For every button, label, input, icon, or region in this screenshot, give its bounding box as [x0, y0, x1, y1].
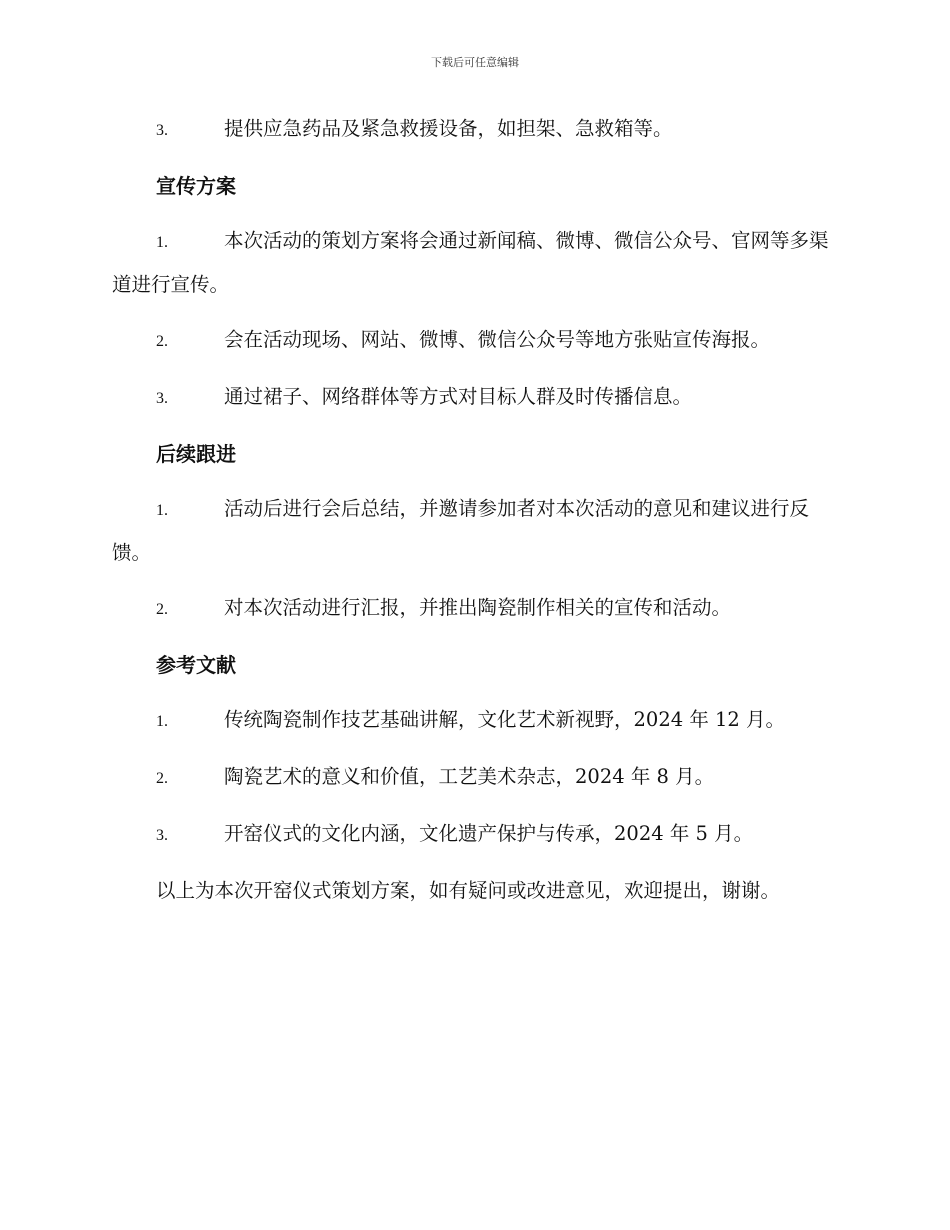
list-number: 2.: [156, 601, 168, 618]
list-item-reference-1: [112, 699, 834, 743]
list-number: 3.: [156, 390, 168, 407]
list-text: 会在活动现场、网站、微博、微信公众号等地方张贴宣传海报。: [224, 328, 771, 351]
list-text: 对本次活动进行汇报，并推出陶瓷制作相关的宣传和活动。: [224, 596, 732, 619]
list-item-emergency-equipment: [112, 108, 834, 152]
list-text: 活动后进行会后总结，并邀请参加者对本次活动的意见和建议进行反馈。: [112, 497, 810, 564]
list-text: 陶瓷艺术的意义和价值，工艺美术杂志，2024 年 8 月。: [224, 765, 715, 788]
list-item-publicity-3: [112, 376, 834, 420]
list-text: 开窑仪式的文化内涵，文化遗产保护与传承，2024 年 5 月。: [224, 822, 754, 845]
document-body: [112, 108, 834, 912]
page-header: 下载后可任意编辑: [431, 56, 519, 69]
section-heading-followup: 后续跟进: [156, 442, 236, 466]
section-heading-references: 参考文献: [156, 653, 236, 677]
list-number: 1.: [156, 713, 168, 730]
list-item-publicity-1: [112, 220, 834, 306]
closing-paragraph: 以上为本次开窑仪式策划方案，如有疑问或改进意见，欢迎提出，谢谢。: [156, 879, 781, 902]
list-number: 3.: [156, 122, 168, 139]
section-heading-publicity: 宣传方案: [156, 174, 236, 198]
list-item-followup-1: [112, 488, 834, 574]
list-item-publicity-2: [112, 319, 834, 363]
list-number: 1.: [156, 234, 168, 251]
list-number: 3.: [156, 827, 168, 844]
list-text: 提供应急药品及紧急救援设备，如担架、急救箱等。: [224, 117, 673, 140]
list-number: 1.: [156, 502, 168, 519]
list-text: 传统陶瓷制作技艺基础讲解，文化艺术新视野，2024 年 12 月。: [224, 708, 786, 731]
list-number: 2.: [156, 770, 168, 787]
list-text: 通过裙子、网络群体等方式对目标人群及时传播信息。: [224, 385, 693, 408]
list-item-reference-2: [112, 756, 834, 800]
list-number: 2.: [156, 333, 168, 350]
list-item-reference-3: [112, 813, 834, 857]
list-item-followup-2: [112, 587, 834, 631]
list-text: 本次活动的策划方案将会通过新闻稿、微博、微信公众号、官网等多渠道进行宣传。: [112, 229, 829, 296]
